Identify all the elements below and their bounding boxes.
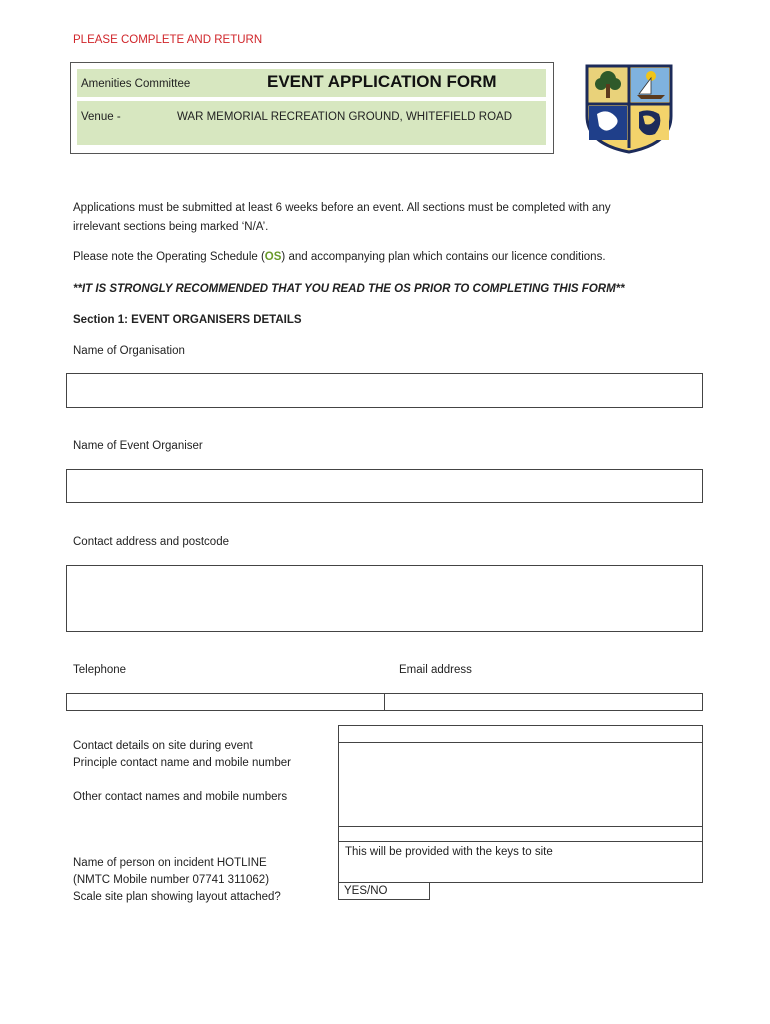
email-field[interactable] — [384, 693, 703, 711]
site-plan-yesno-field[interactable] — [338, 882, 430, 900]
telephone-label: Telephone — [73, 664, 127, 676]
yesno-text: YES/NO — [344, 885, 388, 897]
address-field[interactable] — [66, 565, 703, 632]
schedule-note-pre: Please note the Operating Schedule ( — [73, 251, 265, 263]
intro-line-1: Applications must be submitted at least 6 weeks before an event. All sections must be completed with any — [73, 202, 611, 214]
committee-label: Amenities Committee — [81, 78, 191, 90]
top-note: PLEASE COMPLETE AND RETURN — [73, 34, 263, 46]
address-label: Contact address and postcode — [73, 536, 229, 548]
crest-icon — [585, 64, 673, 154]
email-label: Email address — [399, 664, 472, 676]
section-1-heading: Section 1: EVENT ORGANISERS DETAILS — [73, 314, 302, 326]
hotline-label: Name of person on incident HOTLINE — [73, 857, 267, 869]
recommend-note: **IT IS STRONGLY RECOMMENDED THAT YOU READ THE OS PRIOR TO COMPLETING THIS FORM** — [73, 283, 625, 295]
os-link[interactable]: OS — [264, 251, 282, 263]
keys-note: This will be provided with the keys to site — [345, 846, 553, 858]
venue-value: WAR MEMORIAL RECREATION GROUND, WHITEFIELD ROAD — [177, 111, 513, 123]
schedule-note-post: ) and accompanying plan which contains our licence conditions. — [281, 251, 606, 263]
org-name-field[interactable] — [66, 373, 703, 408]
principal-contact-label: Principle contact name and mobile number — [73, 757, 291, 769]
other-contacts-label: Other contact names and mobile numbers — [73, 791, 288, 803]
contact-site-label: Contact details on site during event — [73, 740, 253, 752]
organiser-name-field[interactable] — [66, 469, 703, 503]
hotline-field[interactable] — [338, 826, 703, 842]
telephone-field[interactable] — [66, 693, 385, 711]
venue-label: Venue - — [81, 111, 121, 123]
organiser-label: Name of Event Organiser — [73, 440, 203, 452]
keys-note-box — [338, 841, 703, 883]
intro-line-2: irrelevant sections being marked ‘N/A’. — [73, 221, 269, 233]
site-plan-label: Scale site plan showing layout attached? — [73, 891, 281, 903]
onsite-contacts-field[interactable] — [338, 742, 703, 827]
header-box — [70, 62, 554, 154]
header-row-venue — [77, 101, 546, 145]
nmtc-label: (NMTC Mobile number 07741 311062) — [73, 874, 270, 886]
org-label: Name of Organisation — [73, 345, 185, 357]
form-title: EVENT APPLICATION FORM — [267, 72, 497, 91]
schedule-note — [73, 249, 606, 265]
onsite-contact-top-field[interactable] — [338, 725, 703, 743]
header-row-committee — [77, 69, 546, 97]
